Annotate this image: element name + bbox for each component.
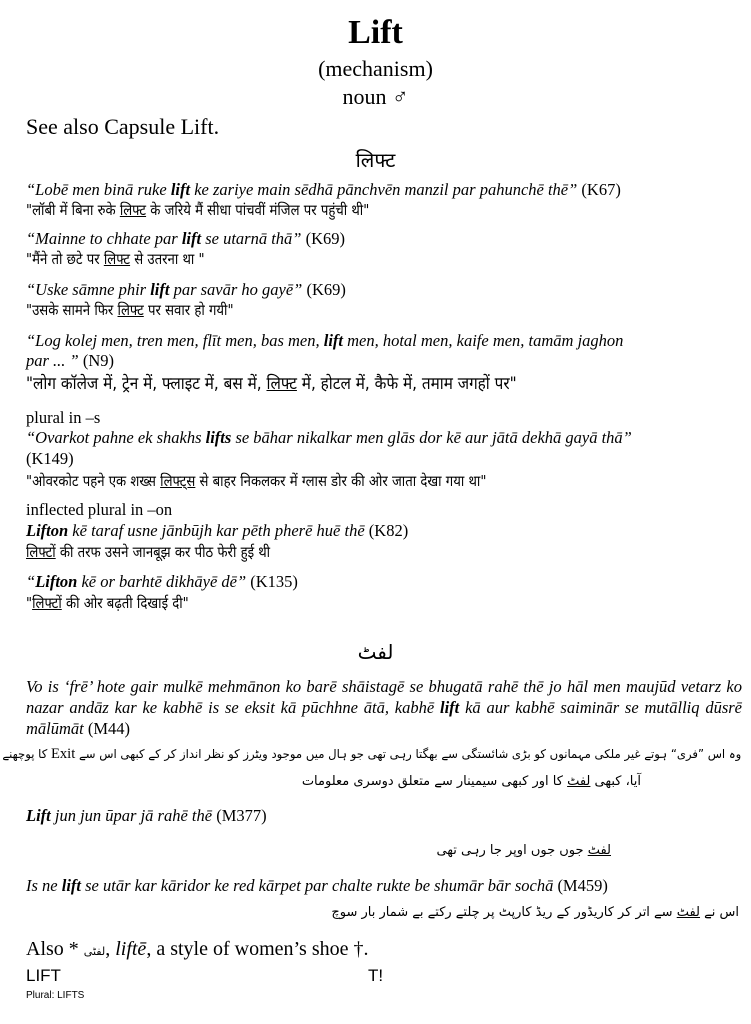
example-hindi [26, 593, 189, 613]
headword-underlined: लिफ्ट्स [160, 472, 196, 490]
urdu-heading: لفٹ [357, 640, 394, 664]
urdu-text: اس نے [700, 905, 739, 920]
hindi-text: "लॉबी में बिना रुके [26, 201, 120, 219]
translit-text: jun jun ūpar jā rahē thē [50, 806, 213, 825]
source-ref: (K67) [577, 180, 621, 199]
translit-text: Vo is ‘frē’ hote gair mulkē mehmānon ko barē shāistagē se bhugatā rahē thē jo hāl men maujūd vetarz ko nazar andāz kar ke kabhē is se eksit kā pūchhne ātā, kabhē [26, 677, 742, 717]
also-text: Also * [26, 938, 84, 960]
source-ref: (N9) [78, 351, 115, 370]
example-translit [26, 572, 298, 592]
example-translit [26, 521, 408, 541]
also-note [26, 938, 369, 961]
urdu-text: آیا، کبھی [590, 774, 641, 789]
translit-text: “ [26, 572, 36, 591]
headword-underlined: لفٹ [676, 905, 701, 920]
translit-text: “Log kolej men, tren men, flīt men, bas men, [26, 331, 324, 350]
source-ref: (K69) [301, 229, 345, 248]
headword-underlined: لفٹ [567, 774, 591, 789]
example-hindi [26, 542, 270, 562]
latin-word: Exit [50, 746, 75, 762]
headword-bold: Lifton [26, 521, 69, 540]
hindi-text: की ओर बढ़ती दिखाई दी" [61, 594, 189, 612]
translit-text: “Ovarkot pahne ek shakhs [26, 428, 206, 447]
translit-text: kē taraf usne jānbūjh kar pēth pherē huē thē [68, 521, 365, 540]
example-translit [26, 180, 621, 200]
headword-bold: lift [181, 229, 202, 248]
entry-sense: (mechanism) [318, 56, 433, 81]
example-translit [26, 428, 632, 448]
source-ref: (K135) [246, 572, 298, 591]
urdu-text: سے اتر کر کاریڈور کے ریڈ کارپٹ پر چلتے رکتے بے شمار بار سوچ [331, 905, 677, 920]
translit-text: kē or barhtē dikhāyē dē” [77, 572, 247, 591]
example-translit-paragraph [26, 676, 742, 739]
source-ref: (K149) [26, 449, 74, 468]
source-ref: (M377) [212, 806, 267, 825]
example-urdu [436, 843, 611, 858]
example-translit-cont [26, 351, 114, 371]
hindi-text: "उसके सामने फिर [26, 301, 118, 319]
translit-text: se utār kar kāridor ke red kārpet par chalte rukte be shumār bār sochā [81, 876, 554, 895]
translit-text: “Mainne to chhate par [26, 229, 182, 248]
separator: , [105, 938, 116, 960]
source-ref: (M44) [83, 719, 131, 738]
headword-bold: lift [61, 876, 81, 895]
translit-text: men, hotal men, kaife men, tamām jaghon [342, 331, 624, 350]
hindi-text: "लोग कॉलेज में, ट्रेन में, फ्लाइट में, बस में, [26, 374, 267, 394]
headword-underlined: लिफ्टों [26, 543, 56, 561]
headword-underlined: लिफ्ट [119, 201, 147, 219]
see-also-note: See also Capsule Lift. [26, 114, 220, 139]
footer-mark: T! [368, 966, 384, 985]
headword-underlined: लिफ्ट [266, 374, 297, 394]
translit-text: ke zariye main sēdhā pānchvēn manzil par pahunchē thē” [190, 180, 578, 199]
example-hindi [26, 249, 205, 269]
plural-s-label: plural in –s [26, 408, 101, 427]
example-urdu [331, 905, 739, 920]
headword-bold: lift [170, 180, 191, 199]
translit-text: kā aur kabhē saiminār se mutālliq dūsrē mālūmāt [26, 698, 742, 738]
translit-text: par savār ho gayē” [169, 280, 303, 299]
footer-word: LIFT [26, 966, 61, 985]
urdu-text: کا پوچھنے [2, 747, 51, 761]
hindi-text: "मैंने तो छटे पर [26, 250, 104, 268]
urdu-text: جوں جوں اوپر جا رہی تھی [436, 843, 588, 858]
translit-text: Is ne [26, 876, 62, 895]
headword-bold: Lifton [35, 572, 78, 591]
urdu-text: وہ اس ”فری“ ہوتے غیر ملکی مہمانوں کو بڑی شائستگی سے بھگتا رہی تھی جو ہال میں موجود ویٹرز کو نظر انداز کر کے کبھی اس سے [74, 747, 741, 761]
example-urdu-cont [302, 774, 641, 789]
translit-text: “Uske sāmne phir [26, 280, 151, 299]
hindi-text: "ओवरकोट पहने एक शख्स [26, 472, 161, 490]
plural-on-label: inflected plural in –on [26, 500, 173, 519]
example-hindi [26, 300, 234, 320]
hindi-text: से बाहर निकलकर में ग्लास डोर की ओर जाता देखा गया था" [195, 472, 487, 490]
source-ref: (K82) [364, 521, 409, 540]
translit-text: par ... ” [26, 351, 79, 370]
example-translit [26, 229, 345, 249]
hindi-text: के जरिये मैं सीधा पांचवीं मंजिल पर पहुंची थी" [146, 201, 370, 219]
hindi-text: की तरफ उसने जानबूझ कर पीठ फेरी हुई थी [55, 543, 271, 561]
source-ref: (K69) [302, 280, 346, 299]
pos-label: noun [342, 84, 387, 109]
example-hindi [26, 200, 369, 220]
source-ref: (M459) [553, 876, 608, 895]
headword-bold: lifts [205, 428, 232, 447]
headword-bold: lift [150, 280, 170, 299]
example-translit [26, 876, 608, 896]
part-of-speech [0, 84, 751, 110]
headword-bold: Lift [26, 806, 51, 825]
example-hindi [26, 371, 517, 394]
translit-word: liftē [115, 938, 147, 960]
hindi-text: में, होटल में, कैफे में, तमाम जगहों पर" [296, 374, 517, 394]
footer-plural: Plural: LIFTS [26, 990, 85, 1001]
example-translit [26, 280, 346, 300]
urdu-text: کا اور کبھی سیمینار سے متعلق دوسری معلومات [301, 774, 568, 789]
example-translit [26, 806, 267, 826]
translit-text: se utarnā thā” [201, 229, 302, 248]
example-translit [26, 331, 623, 351]
entry-title: Lift [348, 14, 403, 51]
urdu-word: لفٹی [83, 945, 106, 958]
headword-underlined: लिफ्ट [103, 250, 131, 268]
translit-text: se bāhar nikalkar men glās dor kē aur jātā dekhā gayā thā” [231, 428, 632, 447]
hindi-text: पर सवार हो गयी" [143, 301, 234, 319]
hindi-text: " [26, 594, 33, 612]
hindi-text: से उतरना था " [130, 250, 205, 268]
example-hindi [26, 471, 486, 491]
translit-text: “Lobē men binā ruke [26, 180, 171, 199]
male-gender-icon: ♂ [392, 84, 409, 109]
headword-bold: lift [323, 331, 343, 350]
hindi-heading: लिफ्ट [355, 148, 396, 172]
also-text: , a style of women’s shoe †. [146, 938, 369, 960]
example-urdu [2, 746, 741, 763]
headword-underlined: لفٹ [587, 843, 611, 858]
headword-underlined: लिफ्टों [32, 594, 62, 612]
headword-bold: lift [440, 698, 460, 717]
headword-underlined: लिफ्ट [117, 301, 144, 319]
